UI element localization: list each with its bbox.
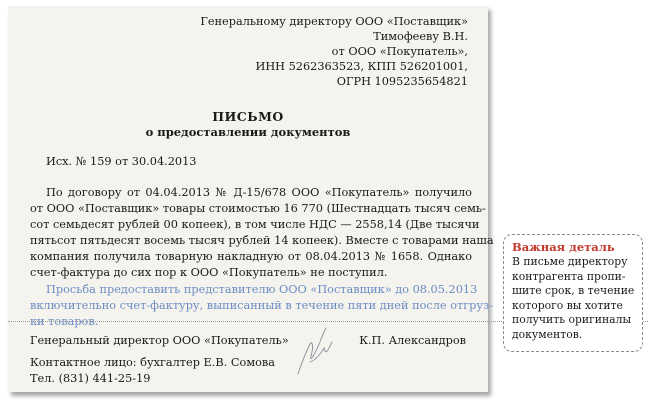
note-line: контрагента пропи- <box>512 269 626 283</box>
body-line: По договору от 04.04.2013 № Д-15/678 ООО «Покупатель» получило <box>46 186 472 199</box>
addressee-line: от ООО «Покупатель», <box>331 45 468 58</box>
signer-name: К.П. Александров <box>359 334 466 347</box>
body-line: пятьсот пятьдесят восемь тысяч рублей 14 копеек). Вместе с товарами наша <box>30 234 494 247</box>
request-line: включительно счет-фактуру, выписанный в течение пяти дней после отгруз- <box>30 299 494 312</box>
body-line: сот семьдесят рублей 00 копеек), в том числе НДС — 2558,14 (Две тысячи <box>30 218 480 231</box>
signer-position: Генеральный директор ООО «Покупатель» <box>30 334 289 347</box>
note-line: документов. <box>512 327 583 341</box>
contact-phone: Тел. (831) 441-25-19 <box>30 372 151 385</box>
letter-subtitle: о предоставлении документов <box>145 125 351 139</box>
contact-person: Контактное лицо: бухгалтер Е.В. Сомова <box>30 356 276 369</box>
outgoing-number: Исх. № 159 от 30.04.2013 <box>46 155 197 168</box>
addressee-line: Генеральному директору ООО «Поставщик» <box>200 15 468 28</box>
addressee-line: ОГРН 1095235654821 <box>336 75 468 88</box>
letter-title: ПИСЬМО <box>212 109 284 124</box>
body-line: счет-фактура до сих пор к ООО «Покупатель» не поступил. <box>30 266 388 279</box>
request-line: ки товаров. <box>30 315 99 328</box>
request-line: Просьба предоставить представителю ООО «Поставщик» до 08.05.2013 <box>46 283 478 296</box>
body-line: компания получила товарную накладную от 08.04.2013 № 1658. Однако <box>30 250 472 263</box>
letter-sheet <box>8 6 494 392</box>
handwritten-signature <box>294 322 344 384</box>
note-line: В письме директору <box>512 255 628 268</box>
note-line: которого вы хотите <box>512 298 623 312</box>
body-line: от ООО «Поставщик» товары стоимостью 16 770 (Шестнадцать тысяч семь- <box>30 202 486 215</box>
note-line: получить оригиналы <box>512 313 632 326</box>
addressee-block <box>200 14 468 89</box>
note-title: Важная деталь <box>512 240 615 254</box>
note-callout <box>503 234 643 352</box>
note-line: шите срок, в течение <box>512 284 635 297</box>
addressee-line: ИНН 5262363523, КПП 526201001, <box>255 60 468 73</box>
addressee-line: Тимофееву В.Н. <box>373 30 468 43</box>
